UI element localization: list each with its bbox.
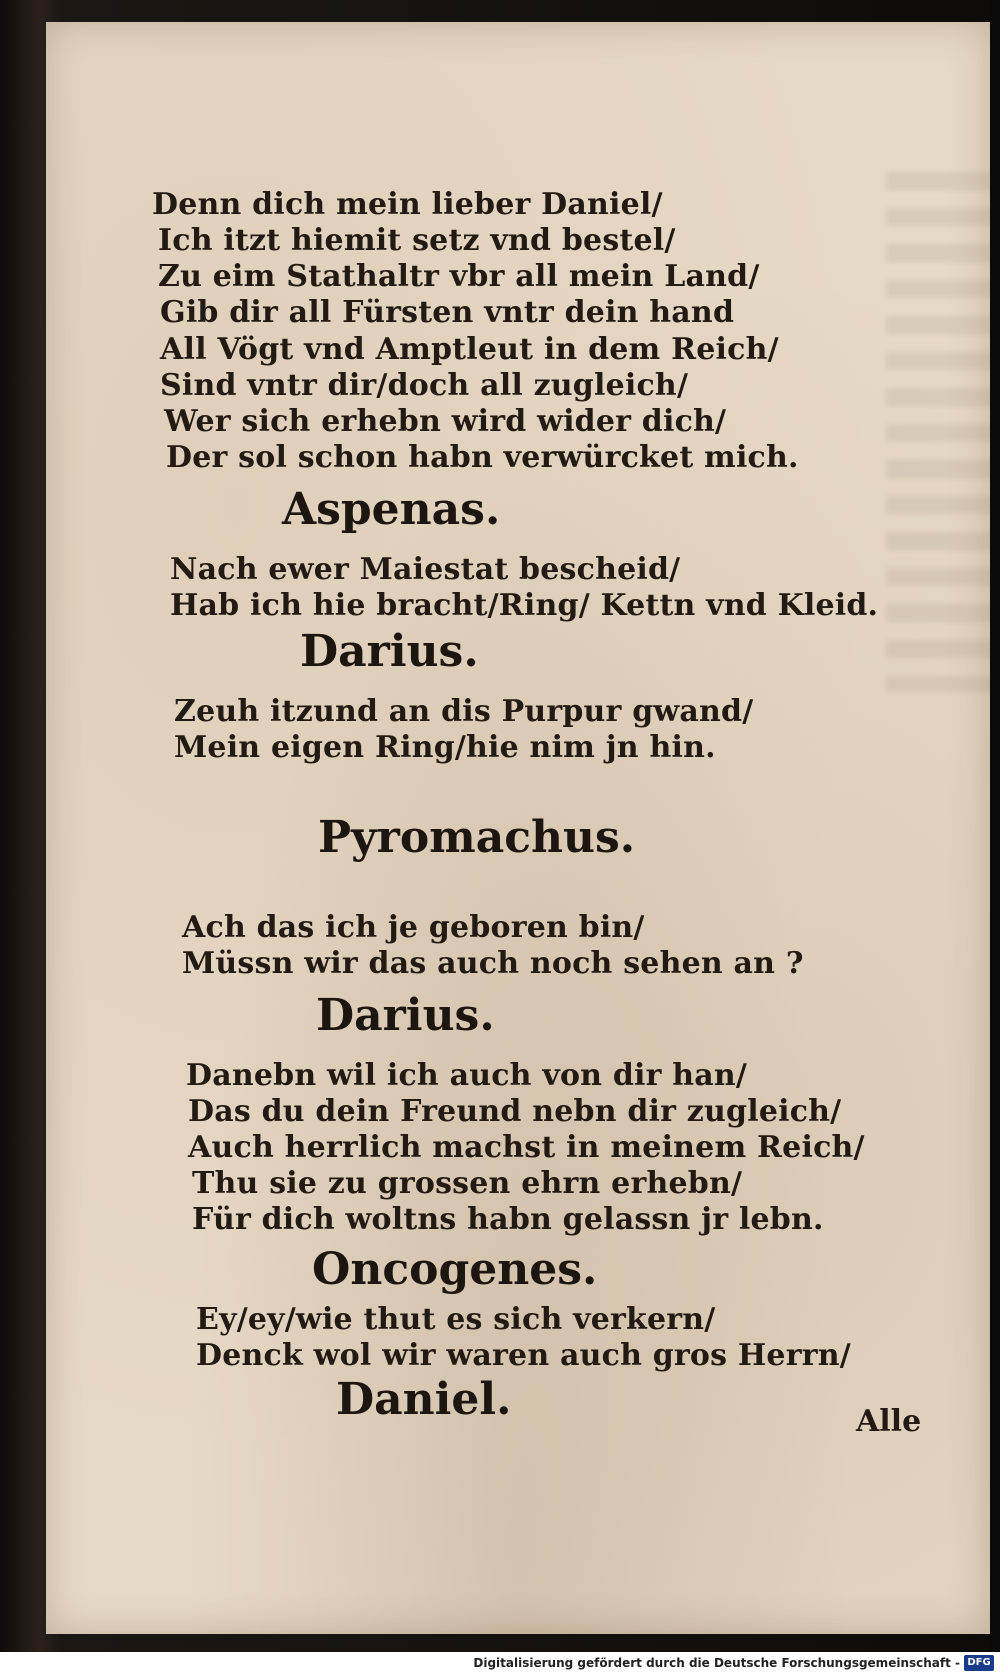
speaker-name: Daniel.	[336, 1374, 512, 1425]
verse-line: All Vögt vnd Amptleut in dem Reich/	[160, 332, 779, 367]
speaker-name: Aspenas.	[282, 484, 501, 535]
verse-line: Danebn wil ich auch von dir han/	[186, 1058, 748, 1093]
catchword: Alle	[856, 1404, 922, 1439]
verse-line: Gib dir all Fürsten vntr dein hand	[160, 295, 735, 330]
verse-line: Zeuh itzund an dis Purpur gwand/	[174, 694, 754, 729]
verse-line: Ey/ey/wie thut es sich verkern/	[196, 1302, 716, 1337]
digitization-credit: Digitalisierung gefördert durch die Deutsche Forschungsgemeinschaft -	[473, 1656, 960, 1670]
verse-line: Denck wol wir waren auch gros Herrn/	[196, 1338, 851, 1373]
verse-line: Sind vntr dir/doch all zugleich/	[160, 368, 689, 403]
verse-line: Mein eigen Ring/hie nim jn hin.	[174, 730, 716, 765]
verse-line: Wer sich erhebn wird wider dich/	[164, 404, 727, 439]
verse-line: Thu sie zu grossen ehrn erhebn/	[192, 1166, 743, 1201]
book-page	[46, 22, 990, 1634]
verse-line: Nach ewer Maiestat bescheid/	[170, 552, 681, 587]
verse-line: Für dich woltns habn gelassn jr lebn.	[192, 1202, 824, 1237]
verse-line: Ach das ich je geboren bin/	[182, 910, 645, 945]
scan-edge	[990, 0, 1000, 1652]
show-through-bleed	[886, 172, 1000, 692]
speaker-name: Darius.	[316, 990, 495, 1041]
verse-line: Das du dein Freund nebn dir zugleich/	[188, 1094, 842, 1129]
verse-line: Denn dich mein lieber Daniel/	[152, 187, 663, 222]
verse-line: Ich itzt hiemit setz vnd bestel/	[158, 223, 676, 258]
speaker-name: Darius.	[300, 626, 479, 677]
verse-line: Hab ich hie bracht/Ring/ Kettn vnd Kleid.	[170, 588, 879, 623]
verse-line: Der sol schon habn verwürcket mich.	[166, 440, 799, 475]
verse-line: Zu eim Stathaltr vbr all mein Land/	[158, 259, 760, 294]
verse-line: Auch herrlich machst in meinem Reich/	[188, 1130, 865, 1165]
verse-line: Müssn wir das auch noch sehen an ?	[182, 946, 804, 981]
speaker-name: Oncogenes.	[312, 1244, 598, 1295]
dfg-logo: DFG	[964, 1655, 994, 1671]
footer-bar	[0, 1652, 1000, 1676]
speaker-name: Pyromachus.	[318, 812, 636, 863]
